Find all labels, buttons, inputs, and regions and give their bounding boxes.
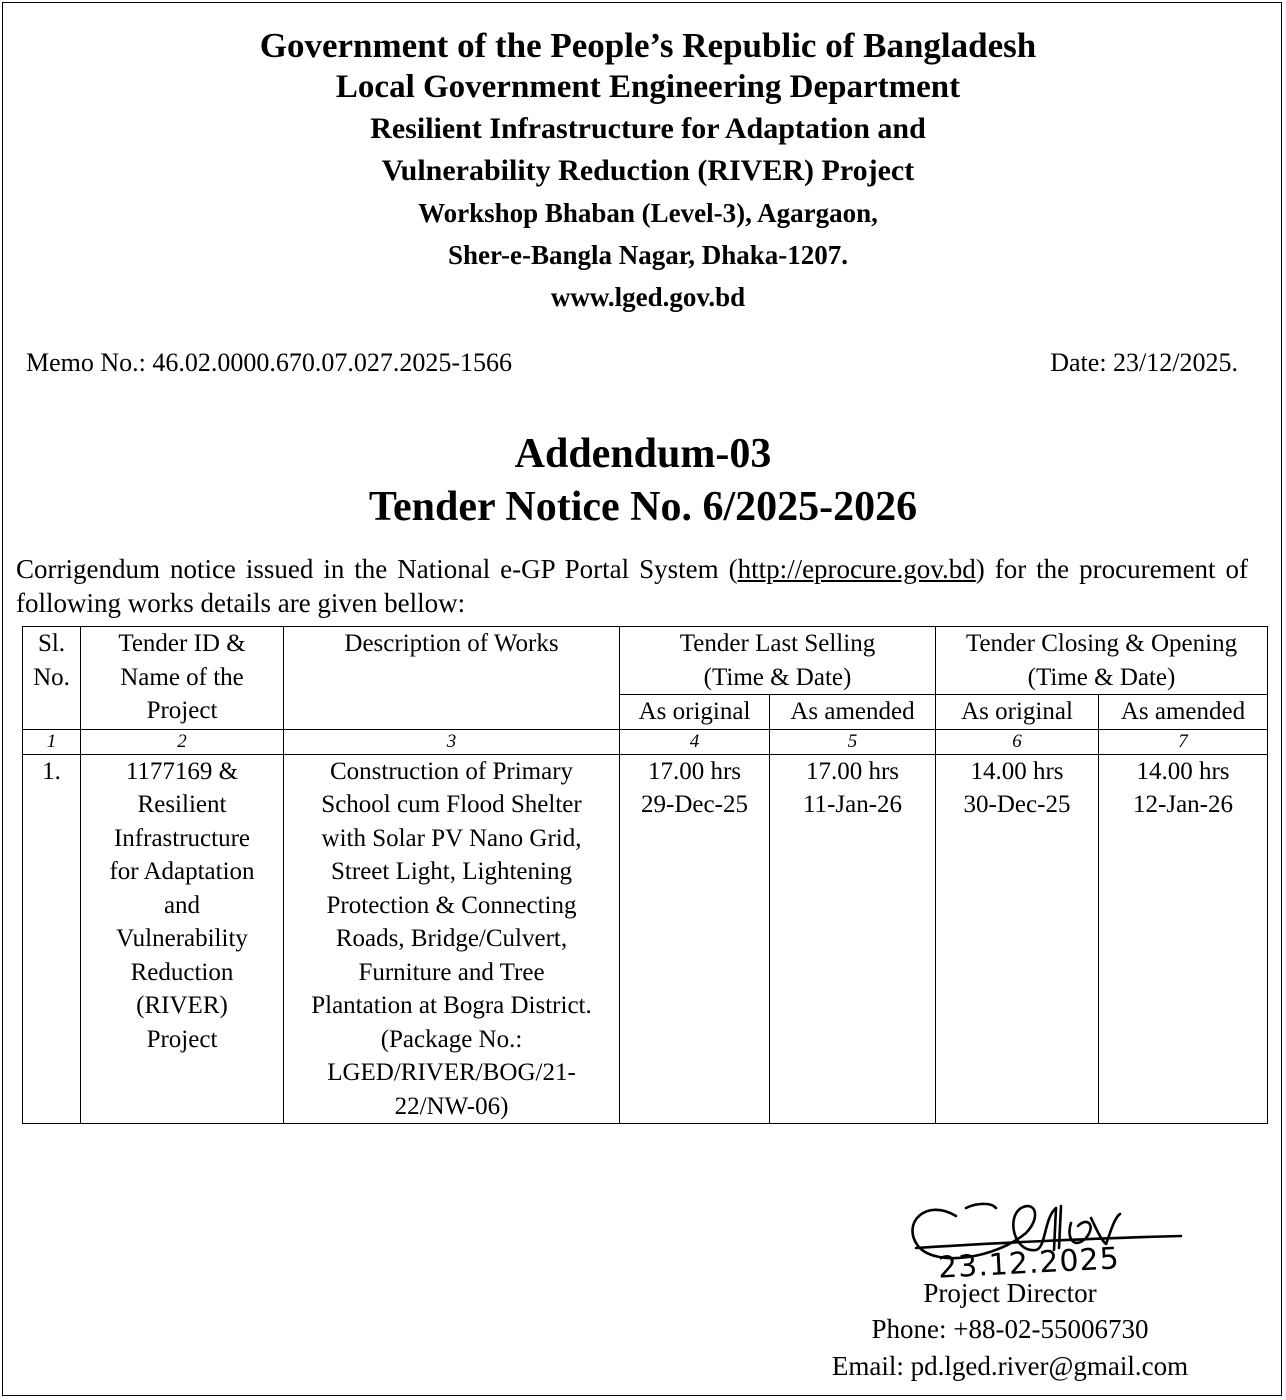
header-row-1	[23, 627, 1268, 695]
column-number: 1	[23, 729, 81, 754]
addendum-title: Addendum-03	[514, 431, 772, 477]
cell-closing-original: 14.00 hrs 30-Dec-25	[936, 754, 1099, 1124]
memo-number: Memo No.: 46.02.0000.670.07.027.2025-1566	[26, 348, 513, 377]
cell-selling-amended: 17.00 hrs 11-Jan-26	[770, 754, 936, 1124]
signatory-title: Project Director	[923, 1278, 1097, 1308]
header-website: www.lged.gov.bd	[550, 282, 746, 312]
letterhead	[0, 26, 1286, 318]
column-number-row	[23, 729, 1268, 754]
cell-description: Construction of Primary School cum Flood Shelter with Solar PV Nano Grid, Street Light, Lightening Protection & Connecting Roads, Bridge/Culvert, Furniture and Tree Plantation at Bogra District. (Package No.: LGED/RIVER/BOG/21- 22/NW-06)	[284, 754, 620, 1124]
cell-selling-original: 17.00 hrs 29-Dec-25	[620, 754, 770, 1124]
memo-date: Date: 23/12/2025.	[1050, 348, 1238, 377]
column-number: 2	[81, 729, 284, 754]
eprocure-link[interactable]: http://eprocure.gov.bd	[737, 554, 976, 584]
column-number: 5	[770, 729, 936, 754]
signatory-phone: Phone: +88-02-55006730	[871, 1314, 1149, 1344]
header-description: Description of Works	[284, 627, 620, 730]
signatory-email[interactable]: Email: pd.lged.river@gmail.com	[831, 1351, 1189, 1381]
header-tender-id: Tender ID & Name of the Project	[81, 627, 284, 730]
cell-sl-no: 1.	[23, 754, 81, 1124]
header-selling-original: As original	[620, 695, 770, 730]
tender-table	[22, 626, 1268, 1124]
header-sl-no: Sl. No.	[23, 627, 81, 730]
header-address-line2: Sher-e-Bangla Nagar, Dhaka-1207.	[447, 240, 849, 270]
cell-closing-amended: 14.00 hrs 12-Jan-26	[1099, 754, 1268, 1124]
header-address-line1: Workshop Bhaban (Level-3), Agargaon,	[418, 198, 878, 228]
header-closing-original: As original	[936, 695, 1099, 730]
header-closing-amended: As amended	[1099, 695, 1268, 730]
header-last-selling: Tender Last Selling (Time & Date)	[620, 627, 936, 695]
header-government: Government of the People’s Republic of Bangladesh	[259, 26, 1037, 65]
column-number: 7	[1099, 729, 1268, 754]
header-project-line2: Vulnerability Reduction (RIVER) Project	[381, 154, 915, 187]
column-number: 3	[284, 729, 620, 754]
handwritten-date: 23.12.2025	[937, 1241, 1121, 1286]
corrigendum-paragraph	[16, 552, 1248, 620]
column-number: 4	[620, 729, 770, 754]
header-department: Local Government Engineering Department	[335, 69, 961, 105]
paragraph-text-end: ) for the procurement of following works details are given bellow:	[16, 554, 1249, 618]
header-project-line1: Resilient Infrastructure for Adaptation and	[370, 112, 926, 145]
paragraph-text-start: Corrigendum notice issued in the National e-GP Portal System (	[16, 554, 738, 584]
table-row	[23, 754, 1268, 1124]
cell-tender-id: 1177169 & Resilient Infrastructure for Adaptation and Vulnerability Reduction (RIVER) Project	[81, 754, 284, 1124]
header-closing-opening: Tender Closing & Opening (Time & Date)	[936, 627, 1268, 695]
header-selling-amended: As amended	[770, 695, 936, 730]
tender-notice-title: Tender Notice No. 6/2025-2026	[368, 484, 918, 530]
column-number: 6	[936, 729, 1099, 754]
